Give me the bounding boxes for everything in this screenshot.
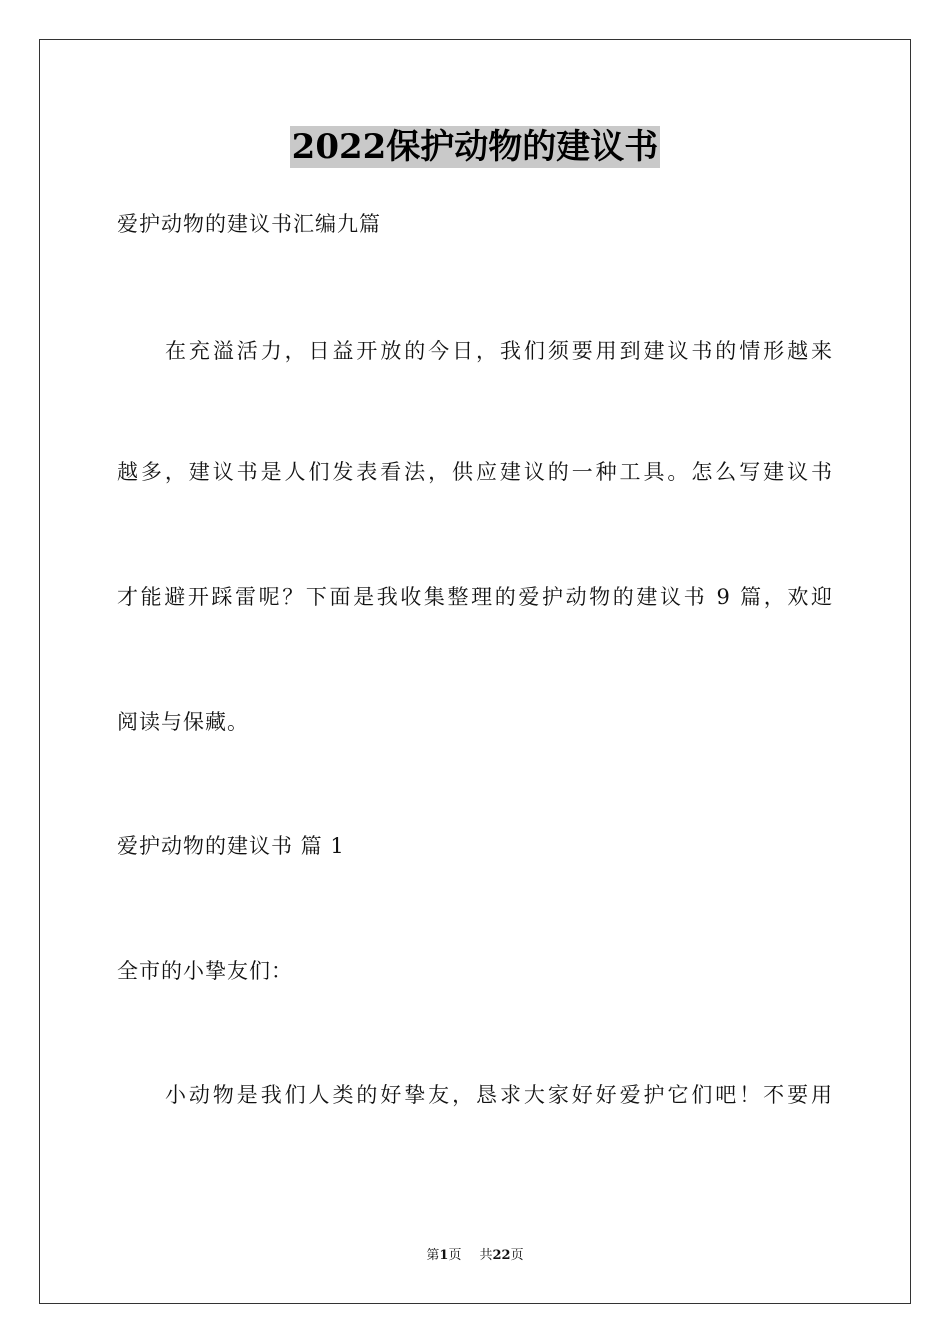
intro-line-4: 阅读与保藏。	[117, 710, 249, 734]
section-heading: 爱护动物的建议书 篇 1	[117, 834, 345, 858]
footer-page-prefix: 第	[426, 1248, 440, 1263]
footer-total-pages: 22	[492, 1248, 511, 1263]
document-subtitle: 爱护动物的建议书汇编九篇	[117, 212, 381, 236]
intro-line-1: 在充溢活力，日益开放的今日，我们须要用到建议书的情形越来	[165, 339, 833, 363]
intro-line-3: 才能避开踩雷呢？下面是我收集整理的爱护动物的建议书 9 篇，欢迎	[117, 585, 833, 609]
footer-total-suffix: 页	[510, 1248, 524, 1263]
intro-line-2: 越多，建议书是人们发表看法，供应建议的一种工具。怎么写建议书	[117, 460, 833, 484]
footer-page-number: 1	[439, 1248, 449, 1263]
body-line-1: 小动物是我们人类的好挚友，恳求大家好好爱护它们吧！不要用	[165, 1083, 833, 1107]
footer-page-suffix: 页	[448, 1248, 462, 1263]
document-title: 2022保护动物的建议书	[291, 127, 659, 167]
title-container	[0, 126, 950, 168]
page-footer	[0, 1247, 950, 1265]
salutation: 全市的小挚友们：	[117, 959, 293, 983]
footer-total-prefix: 共	[479, 1248, 493, 1263]
